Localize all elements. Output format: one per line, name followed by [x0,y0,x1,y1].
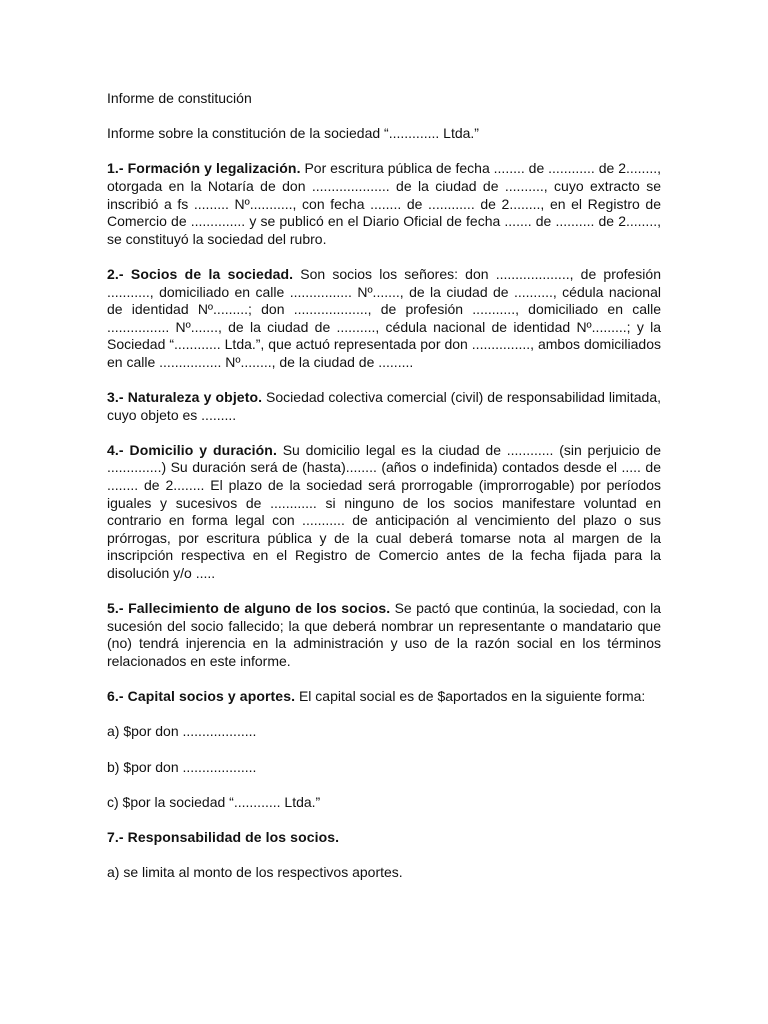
section-6-heading: 6.- Capital socios y aportes. [107,688,296,705]
document-title: Informe de constitución [107,90,252,106]
section-5-heading: 5.- Fallecimiento de alguno de los socios. [107,600,391,617]
section-3-body: Sociedad colectiva comercial (civil) de responsabilidad limitada, cuyo objeto es ......... [107,389,661,423]
section-6-body: El capital social es de $aportados en la siguiente forma: [295,688,646,705]
section-3 [107,389,661,424]
section-4-body: Su domicilio legal es la ciudad de ............ (sin perjuicio de ..............) Su duración será de (hasta)........ (años o indefinida) contados desde el ..... de ........ de 2........ El plazo de la sociedad será prorrogable (improrrogable) por períodos iguales y sucesivos de ............ si ninguno de los socios manifestare voluntad en contrario en forma legal con ........... de anticipación al vencimiento del plazo o sus prórrogas, por escritura pública y de la cual deberá tomarse nota al margen de la inscripción respectiva en el Registro de Comercio antes de la fecha fijada para la disolución y/o ..... [107,441,662,582]
document-subtitle: Informe sobre la constitución de la sociedad “............. Ltda.” [107,125,479,142]
section-2-body: Son socios los señores: don ..................., de profesión ..........., domiciliado en calle ................ Nº......., de la ciudad de .........., cédula nacional de identidad Nº.........; don ..................., de profesión ..........., domiciliado en calle ................ Nº......., de la ciudad de .........., cédula nacional de identidad Nº.........; y la Sociedad “............ Ltda.”, que actuó representada por don ..............., ambos domiciliados en calle ................ Nº........, de la ciudad de ......... [107,265,661,370]
section-1 [107,160,661,248]
section-3-heading: 3.- Naturaleza y objeto. [107,389,263,406]
section-1-heading: 1.- Formación y legalización. [107,160,301,177]
section-6 [107,688,661,706]
capital-item-b: b) $por don ................... [107,758,257,775]
document-page [107,90,661,899]
section-7-heading: 7.- Responsabilidad de los socios. [107,828,340,845]
section-2 [107,266,661,372]
capital-item-a: a) $por don ................... [107,723,257,740]
capital-item-c: c) $por la sociedad “............ Ltda.” [107,793,321,810]
section-4 [107,442,661,583]
section-2-heading: 2.- Socios de la sociedad. [107,265,294,282]
section-5 [107,600,661,670]
section-7-item-a: a) se limita al monto de los respectivos aportes. [107,864,403,881]
section-5-body: Se pactó que continúa, la sociedad, con la sucesión del socio fallecido; la que deberá nombrar un representante o mandatario que (no) tendrá injerencia en la administración y uso de la razón social en los términos relacionados en este informe. [107,600,662,669]
section-1-body: Por escritura pública de fecha ........ de ............ de 2........, otorgada en la Notaría de don .................... de la ciudad de .........., cuyo extracto se inscribió a fs ......... Nº..........., con fecha ........ de ............ de 2........, en el Registro de Comercio de .............. y se publicó en el Diario Oficial de fecha ....... de .......... de 2........, se constituyó la sociedad del rubro. [107,160,661,247]
section-4-heading: 4.- Domicilio y duración. [107,441,277,458]
